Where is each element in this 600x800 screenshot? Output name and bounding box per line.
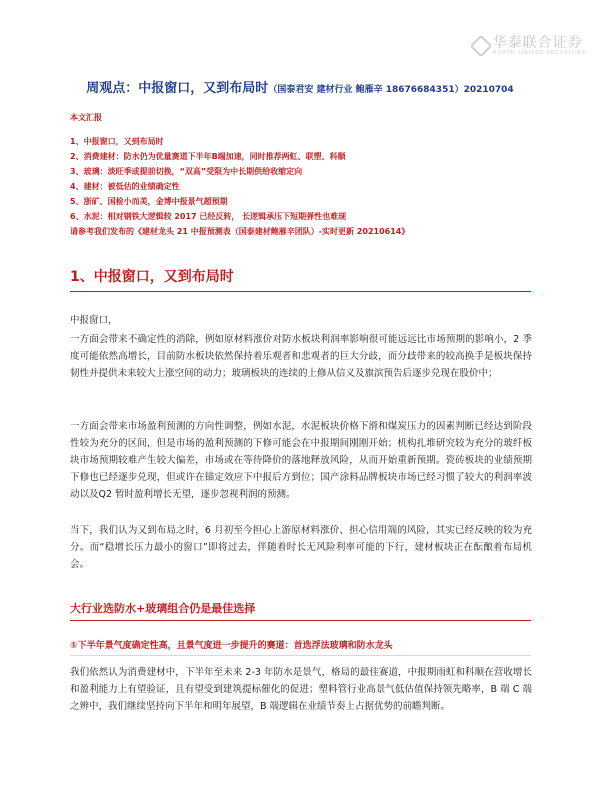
watermark-text	[493, 36, 586, 56]
point-title: ①下半年景气度确定性高，且景气度进一步提升的赛道：首选浮法玻璃和防水龙头	[70, 638, 531, 656]
report-title-main: 周观点：中报窗口，又到布局时	[86, 81, 269, 96]
watermark-name-cn: 华泰联合证券	[492, 35, 583, 51]
paragraph: 我们依然认为消费建材中，下半年至未来 2-3 年防水是景气，格局的最佳赛道，中报期雨虹和科顺在营收增长和盈利能力上有望验证，且有望受到建筑提标催化的促进；塑料管行业高景气低估值保持领先略率，B 端 C 端之辨中，我们继续坚持向下半年和明年展望，B 端逻辑在业绩节奏上占据优势的前瞻判断。	[70, 667, 532, 712]
subsection-title: 大行业选防水+玻璃组合仍是最佳选择	[70, 600, 531, 621]
summary-item: 6、水泥：相对钢铁大逻辑较 2017 已经反转， 长逻辑承压下短期弹性也难现	[70, 212, 347, 221]
summary-heading: 本文汇报	[70, 113, 102, 122]
report-title-sub: （国泰君安 建材行业 鲍雁辛 18676684351）20210704	[268, 85, 514, 95]
summary-item: 2、消费建材：防水仍为优量赛道下半年B端加速，同时推荐两虹、联塑、科顺	[70, 152, 346, 161]
paragraph: 中报窗口，	[70, 315, 118, 326]
summary-item: 5、浙矿、国检小而美，金博中报景气超预期	[70, 197, 228, 206]
watermark	[473, 36, 586, 56]
report-title	[0, 77, 600, 96]
summary-item: 3、玻璃：淡旺季或提前切换，“双高”受限为中长期供给收缩定向	[70, 167, 303, 176]
paragraph: 当下，我们认为又到布局之时，6 月初至今担心上游原材料涨价、担心信用端的风险，其实已经反映的较为充分。而“稳增长压力最小的窗口”即将过去，伴随着时长无风险利率可能的下行，建材板块正在酝酿着布局机会。	[70, 525, 532, 570]
summary-item: 1、中报窗口，又到布局时	[70, 137, 164, 146]
paragraph: 一方面会带来不确定性的消除，例如原材料涨价对防水板块利润率影响很可能远远比市场预期的影响小，2 季度可能依然高增长，目前防水板块依然保持着乐观者和悲观者的巨大分歧，而分歧带来的较高换手是板块保持韧性并提供未来较大上涨空间的动力；玻璃板块的连续的上修从信义及旗滨预告后逐步兑现在股价中；	[70, 334, 532, 379]
watermark-name-en: HUATAI UNITED SECURITIES	[492, 50, 586, 56]
section-title: 1、中报窗口，又到布局时	[70, 266, 531, 292]
summary-reference: 请参考我们发布的《建材龙头 21 中报预测表（国泰建材鲍雁辛团队）-实时更新 20210614》	[70, 227, 410, 236]
paragraph: 一方面会带来市场盈利预测的方向性调整，例如水泥，水泥板块价格下滑和煤炭压力的因素判断已经达到阶段性较为充分的区间，但是市场的盈利预测的下修可能会在中报期间刚刚开始；机构扎堆研究较为充分的玻纤板块市场预期较难产生较大偏差，市场或在等待降价的落地释放风险，从而开始重新预期。瓷砖板块的业绩预期下修也已经逐步兑现，但或许在锚定效应下中报后方到位；国产涂料品牌板块市场已经习惯了较大的利润率波动以及Q2 暂时盈利增长无望，逐步忽视利润的预测。	[70, 421, 532, 500]
company-logo-icon	[469, 35, 492, 58]
summary-item: 4、建材：被低估的业绩确定性	[70, 182, 180, 191]
summary-block	[70, 110, 409, 239]
